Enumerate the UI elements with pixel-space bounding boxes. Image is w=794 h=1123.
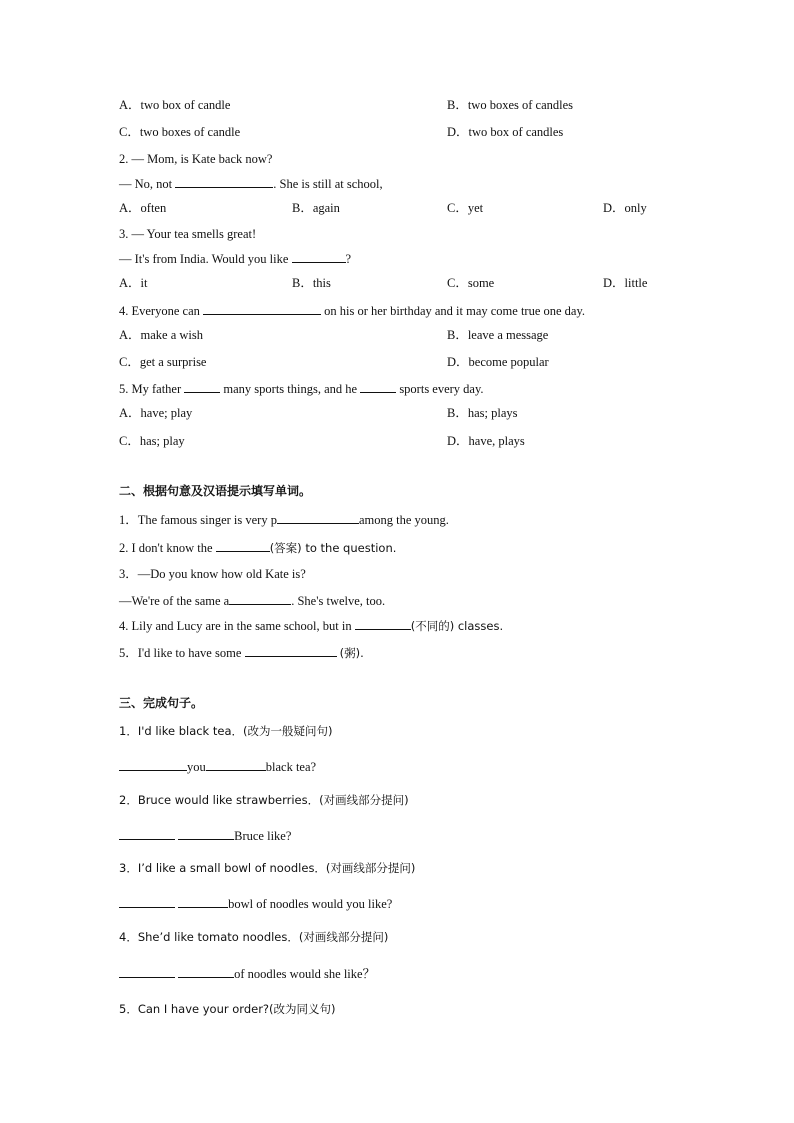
q3-stem: 3. — Your tea smells great! xyxy=(119,227,257,241)
q5-option-d: D．have, plays xyxy=(447,434,525,448)
q3-option-c: C．some xyxy=(447,276,495,290)
q3-text-post: ? xyxy=(345,252,352,266)
s3-item1-post: black tea? xyxy=(265,760,317,774)
s3-item2-post: Bruce like? xyxy=(234,829,292,843)
s2-item3-post: . She's twelve, too. xyxy=(291,594,386,608)
q5-option-b: B．has; plays xyxy=(447,406,518,420)
q2-answer-blank[interactable] xyxy=(175,175,273,188)
s3-item2-blank-2[interactable] xyxy=(178,827,234,840)
s2-item4-pre: 4. Lily and Lucy are in the same school, but in xyxy=(119,619,352,633)
q3-text-pre: — It's from India. Would you like xyxy=(119,252,289,266)
s3-item3-blank-1[interactable] xyxy=(119,895,175,908)
section2-heading: 二、根据句意及汉语提示填写单词。 xyxy=(119,484,312,498)
s2-item5-blank[interactable] xyxy=(245,644,337,657)
q2-option-d: D．only xyxy=(603,201,647,215)
section3-item-3-answer xyxy=(119,895,392,912)
section2-item-1 xyxy=(119,511,449,528)
q1-option-a: A．two box of candle xyxy=(119,98,231,112)
s2-item3-pre: —We're of the same a xyxy=(119,594,230,608)
q2-option-c: C．yet xyxy=(447,201,484,215)
q3-option-b: B．this xyxy=(292,276,331,290)
s3-item3-blank-2[interactable] xyxy=(178,895,228,908)
q5-text-2: many sports things, and he xyxy=(223,382,358,396)
s3-item1-blank-1[interactable] xyxy=(119,758,187,771)
q4-stem xyxy=(119,302,585,319)
q1-option-c: C．two boxes of candle xyxy=(119,125,241,139)
s2-item1-pre: 1．The famous singer is very p xyxy=(119,513,277,527)
q4-option-a: A．make a wish xyxy=(119,328,204,342)
q3-option-d: D．little xyxy=(603,276,648,290)
q2-dialogue xyxy=(119,175,383,192)
q2-option-a: A．often xyxy=(119,201,167,215)
s2-item2-post: (答案) to the question. xyxy=(269,541,397,555)
section3-heading: 三、完成句子。 xyxy=(119,696,204,710)
q3-option-a: A．it xyxy=(119,276,148,290)
s2-item1-post: among the young. xyxy=(358,513,449,527)
q5-option-c: C．has; play xyxy=(119,434,185,448)
q3-answer-blank[interactable] xyxy=(292,250,346,263)
s2-item4-post: (不同的) classes. xyxy=(410,619,504,633)
section3-item-2-instruction: 2．Bruce would like strawberries．(对画线部分提问) xyxy=(119,793,409,807)
s2-item2-pre: 2. I don't know the xyxy=(119,541,213,555)
q2-stem: 2. — Mom, is Kate back now? xyxy=(119,152,273,166)
section2-item-4 xyxy=(119,617,503,634)
section3-item-5-instruction: 5．Can I have your order?(改为同义句) xyxy=(119,1002,336,1016)
q5-answer-blank-1[interactable] xyxy=(184,380,220,393)
q1-option-b: B．two boxes of candles xyxy=(447,98,574,112)
q5-text-3: sports every day. xyxy=(399,382,484,396)
q3-dialogue xyxy=(119,250,351,267)
s2-item3-blank[interactable] xyxy=(229,592,291,605)
s2-item5-pre: 5．I'd like to have some xyxy=(119,646,242,660)
q5-option-a: A．have; play xyxy=(119,406,193,420)
q4-text-post: on his or her birthday and it may come true one day. xyxy=(324,304,586,318)
q5-answer-blank-2[interactable] xyxy=(360,380,396,393)
s2-item2-blank[interactable] xyxy=(216,539,270,552)
q4-option-c: C．get a surprise xyxy=(119,355,207,369)
section3-item-4-answer xyxy=(119,965,375,982)
q2-option-b: B．again xyxy=(292,201,340,215)
section3-item-4-instruction: 4．She’d like tomato noodles．(对画线部分提问) xyxy=(119,930,389,944)
section3-item-2-answer xyxy=(119,827,291,844)
q4-option-d: D．become popular xyxy=(447,355,549,369)
q5-stem xyxy=(119,380,484,397)
s3-item1-blank-2[interactable] xyxy=(206,758,266,771)
s3-item1-mid: you xyxy=(187,760,206,774)
section3-item-3-instruction: 3．I’d like a small bowl of noodles．(对画线部分提问) xyxy=(119,861,416,875)
s3-item3-post: bowl of noodles would you like? xyxy=(228,897,393,911)
s3-item4-blank-1[interactable] xyxy=(119,965,175,978)
s3-item4-blank-2[interactable] xyxy=(178,965,234,978)
q1-option-d: D．two box of candles xyxy=(447,125,564,139)
s3-item4-post: of noodles would she like？ xyxy=(234,967,376,981)
q4-option-b: B．leave a message xyxy=(447,328,549,342)
q2-text-post: . She is still at school, xyxy=(273,177,383,191)
section3-item-1-instruction: 1．I'd like black tea．(改为一般疑问句) xyxy=(119,724,333,738)
s2-item4-blank[interactable] xyxy=(355,617,411,630)
section2-item-2 xyxy=(119,539,396,556)
s3-item2-blank-1[interactable] xyxy=(119,827,175,840)
section2-item-5 xyxy=(119,644,364,661)
s2-item1-blank[interactable] xyxy=(277,511,359,524)
q5-text-1: 5. My father xyxy=(119,382,182,396)
q4-text-pre: 4. Everyone can xyxy=(119,304,200,318)
section2-item-3-answer xyxy=(119,592,385,609)
section3-item-1-answer xyxy=(119,758,316,775)
q4-answer-blank[interactable] xyxy=(203,302,321,315)
q2-text-pre: — No, not xyxy=(119,177,173,191)
s2-item5-post: (粥). xyxy=(339,646,364,660)
section2-item-3-question: 3．—Do you know how old Kate is? xyxy=(119,567,306,581)
